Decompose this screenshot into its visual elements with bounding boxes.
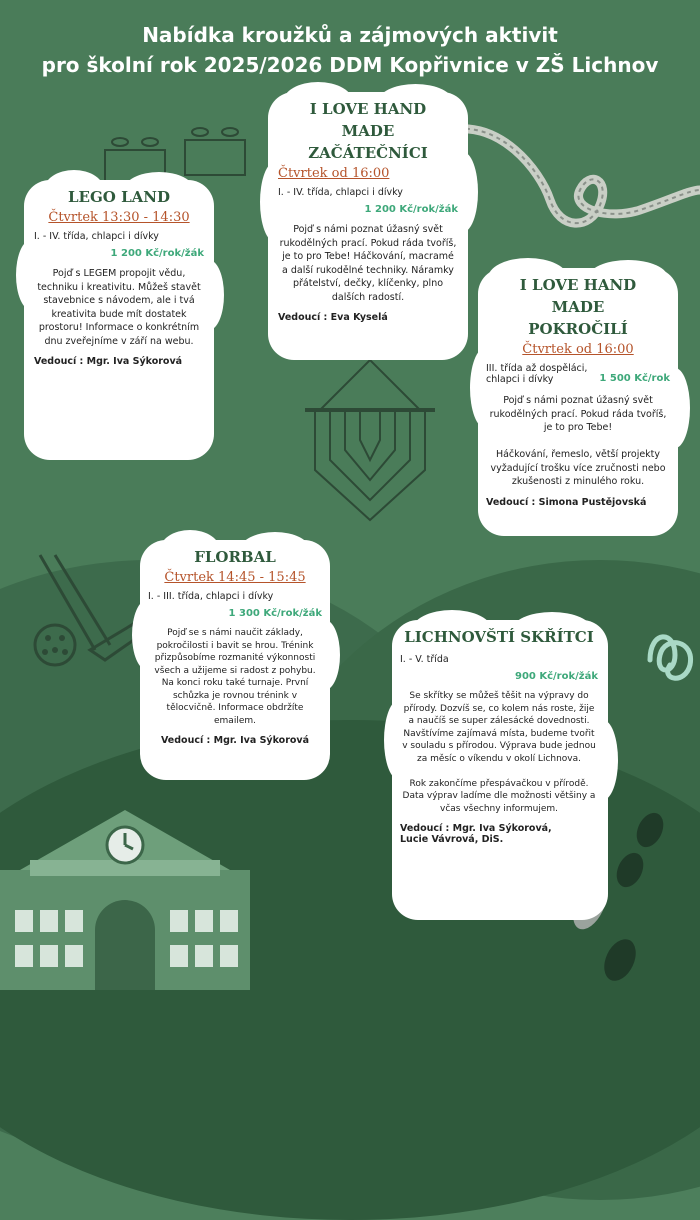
- card-description: Pojď se s námi naučit základy, pokročilosti i bavit se hrou. Trénink přizpůsobíme rozmanité výkonnosti všech a užijeme si radost z pohybu. Na konci roku také turnaje. První schůzka je rovnou trénink v tělocvičně. Informace obdržíte emailem.: [154, 628, 316, 726]
- card-florbal: [140, 540, 330, 780]
- card-price: 1 200 Kč/rok/žák: [364, 204, 458, 215]
- page-title: [0, 20, 700, 80]
- title-line-1: Nabídka kroužků a zájmových aktivit: [142, 23, 558, 47]
- card-time: Čtvrtek od 16:00: [522, 342, 634, 357]
- card-leader: Vedoucí : Mgr. Iva Sýkorová, Lucie Vávrová, DiS.: [400, 823, 552, 845]
- card-leader: Vedoucí : Mgr. Iva Sýkorová: [160, 735, 310, 746]
- card-description: Se skřítky se můžeš těšit na výpravy do přírody. Dozvíš se, co kolem nás roste, žije a naučíš se super zálesácké dovednosti. Navštívíme zajímavá místa, budeme tvořit v souladu s přírodou. Výprava bude jednou za měsíc o víkendu v okolí Lichnova. Rok zakončíme přespávačkou v přírodě. Data výprav ladíme dle možnosti většiny a včas všechny informujem.: [402, 691, 596, 814]
- card-leader: Vedoucí : Simona Pustějovská: [486, 496, 647, 508]
- card-price: 1 300 Kč/rok/žák: [228, 608, 322, 619]
- card-title: I LOVE HAND MADE POKROČILÍ: [519, 276, 637, 338]
- card-description: Pojď s námi poznat úžasný svět rukodělných prací. Pokud ráda tvoříš, je to pro Tebe! Háčkování, macramé a další rukodělné techniky. Náramky přátelství, dečky, klíčenky, plno dalších radostí.: [279, 224, 457, 303]
- card-leader: Vedoucí : Mgr. Iva Sýkorová: [34, 356, 183, 367]
- card-time: Čtvrtek od 16:00: [278, 166, 390, 181]
- card-grades: I. - IV. třída, chlapci i dívky: [34, 231, 159, 242]
- card-description: Pojď s LEGEM propojit vědu, techniku i kreativitu. Můžeš stavět stavebnice s návodem, ale i tvá kreativita bude mít dostatek prostoru! Informace o konkrétním dnu zveřejníme v září na webu.: [37, 268, 201, 347]
- card-lichnovsti-skritci: [392, 620, 608, 920]
- card-handmade-advanced: [478, 268, 678, 536]
- card-title: FLORBAL: [194, 548, 276, 566]
- card-price: 1 200 Kč/rok/žák: [110, 248, 204, 259]
- card-leader: Vedoucí : Eva Kyselá: [278, 312, 388, 323]
- card-grades: III. třída až dospěláci, chlapci i dívky: [486, 363, 588, 385]
- card-description: Pojď s námi poznat úžasný svět rukodělných prací. Pokud ráda tvoříš, je to pro Tebe! Háčkování, řemeslo, větší projekty vyžadující trošku více zručnosti nebo zkušenosti z minulého roku.: [489, 395, 667, 487]
- card-title: I LOVE HAND MADE ZAČÁTEČNÍCI: [308, 100, 428, 162]
- card-grades: I. - V. třída: [400, 654, 449, 665]
- card-time: Čtvrtek 13:30 - 14:30: [48, 210, 190, 225]
- rope-knot-icon: [440, 110, 700, 250]
- card-price: 900 Kč/rok/žák: [514, 671, 598, 682]
- macrame-wall-hanging-icon: [300, 350, 440, 530]
- card-title: LICHNOVŠTÍ SKŘÍTCI: [404, 628, 594, 646]
- card-price: 1 500 Kč/rok: [599, 373, 670, 384]
- card-grades: I. - IV. třída, chlapci i dívky: [278, 187, 403, 198]
- floorball-icon: [20, 550, 150, 680]
- title-line-2: pro školní rok 2025/2026 DDM Kopřivnice v ZŠ Lichnov: [41, 53, 659, 77]
- card-handmade-beginners: [268, 92, 468, 360]
- spiral-doodle-icon: [645, 620, 700, 690]
- card-grades: I. - III. třída, chlapci i dívky: [148, 591, 274, 602]
- card-lego-land: [24, 180, 214, 460]
- card-title: LEGO LAND: [68, 188, 170, 206]
- card-time: Čtvrtek 14:45 - 15:45: [164, 570, 306, 585]
- school-building-icon: [0, 800, 250, 990]
